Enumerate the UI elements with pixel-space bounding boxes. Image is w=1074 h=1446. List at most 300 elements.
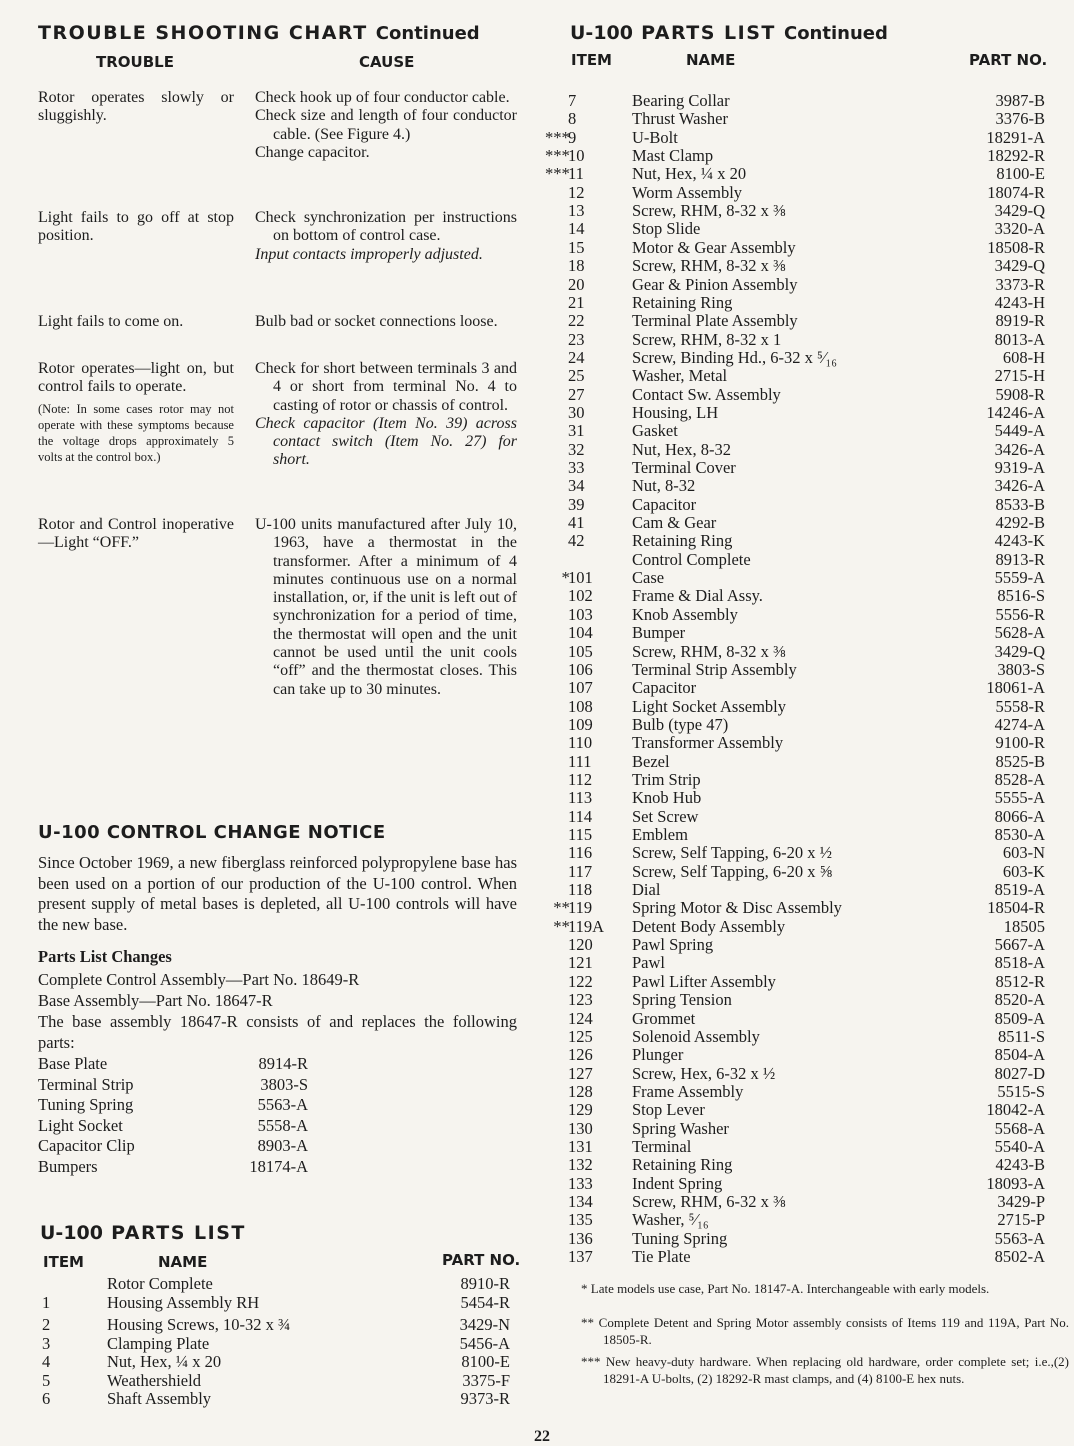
part-item-number: 125 <box>568 1026 593 1046</box>
part-name: Knob Assembly <box>632 604 738 624</box>
part-item-number: 108 <box>568 696 593 716</box>
cause-text: Bulb bad or socket connections loose. <box>255 313 498 330</box>
part-item-number: 103 <box>568 604 593 624</box>
parts-row <box>537 1065 1045 1083</box>
part-item-number: 5 <box>42 1371 51 1390</box>
part-name: Dial <box>632 880 661 900</box>
parts-row <box>537 1193 1045 1211</box>
parts-row <box>537 954 1045 972</box>
part-name: Nut, Hex, ¼ x 20 <box>632 164 747 184</box>
parts-row <box>537 643 1045 661</box>
part-item-number: 9 <box>568 127 577 147</box>
part-number: 5515-S <box>997 1081 1045 1101</box>
parts-row <box>537 1230 1045 1248</box>
replaces-line: The base assembly 18647-R consists of and replaces the following parts: <box>38 1012 517 1052</box>
footnote-mark: *** <box>581 1354 601 1369</box>
parts-row <box>537 1028 1045 1046</box>
part-number: 8910-R <box>460 1274 510 1293</box>
part-name: Screw, Self Tapping, 6-20 x ½ <box>632 843 833 863</box>
replaced-part-row <box>38 1116 308 1137</box>
part-name: Spring Tension <box>632 990 732 1010</box>
part-name: Solenoid Assembly <box>632 1026 760 1046</box>
replaced-part-number: 18174-A <box>249 1156 308 1176</box>
part-name: Rotor Complete <box>107 1274 213 1293</box>
part-number: 8519-A <box>994 880 1045 900</box>
part-item-number: 134 <box>568 1192 593 1211</box>
part-item-number: 136 <box>568 1228 593 1248</box>
parts-row <box>537 312 1045 330</box>
col-header-name: NAME <box>158 1253 208 1271</box>
parts-row <box>537 606 1045 624</box>
parts-row <box>537 514 1045 532</box>
part-name: Contact Sw. Assembly <box>632 384 781 404</box>
part-number: 3987-B <box>995 91 1045 110</box>
part-name: Capacitor <box>632 494 697 514</box>
part-number: 2715-H <box>994 366 1045 386</box>
parts-row <box>537 716 1045 734</box>
part-number: 3429-N <box>459 1315 510 1334</box>
part-item-number: 13 <box>568 201 585 221</box>
parts-row <box>537 257 1045 275</box>
part-number: 5449-A <box>994 421 1045 441</box>
trouble-text <box>38 360 234 465</box>
page-number: 22 <box>534 1428 550 1445</box>
parts-row <box>537 569 1045 587</box>
cause-text: Check synchronization per instructions on bottom of control case. <box>255 209 517 245</box>
part-item-number: 109 <box>568 714 593 734</box>
cause-list <box>255 313 517 331</box>
parts-row <box>537 698 1045 716</box>
part-name: Washer, Metal <box>632 366 728 386</box>
continued-label: Continued <box>375 23 480 44</box>
trouble-label: Light fails to come on. <box>38 313 184 330</box>
notice-paragraph: Since October 1969, a new fiberglass reinforced polypropylene base has been used on a portion of our production of the U-100 control. When present supply of metal bases is depleted, all U-100 controls will have the new base. <box>38 853 517 934</box>
part-name: Trim Strip <box>632 769 701 789</box>
parts-row <box>537 165 1045 183</box>
replaced-part-number: 5558-A <box>257 1115 308 1135</box>
parts-row <box>537 587 1045 605</box>
part-number: 8530-A <box>994 825 1045 844</box>
replaced-part-name: Base Plate <box>38 1054 108 1073</box>
cause-list <box>255 89 517 162</box>
part-number: 8066-A <box>994 806 1045 826</box>
cause-text: Change capacitor. <box>255 143 370 161</box>
part-name: Bulb (type 47) <box>632 714 729 734</box>
part-item-number: 20 <box>568 274 585 294</box>
parts-row <box>537 1010 1045 1028</box>
part-name: U-Bolt <box>632 127 678 147</box>
part-item-number: 8 <box>568 109 577 129</box>
part-item-number: 4 <box>42 1352 51 1371</box>
part-name: Gear & Pinion Assembly <box>632 274 798 294</box>
part-name: Housing, LH <box>632 402 719 422</box>
replaced-part-name: Terminal Strip <box>38 1074 134 1094</box>
part-item-number: 30 <box>568 402 585 422</box>
part-number: 8100-E <box>996 164 1045 184</box>
part-name: Bearing Collar <box>632 91 730 110</box>
part-number: 608-H <box>1002 347 1045 367</box>
parts-row <box>537 1046 1045 1064</box>
part-number: 8509-A <box>994 1008 1045 1028</box>
part-number: 5555-A <box>994 788 1045 808</box>
part-number: 5667-A <box>994 935 1045 955</box>
parts-row <box>537 826 1045 844</box>
part-item-number: 131 <box>568 1136 593 1156</box>
part-item-number: 132 <box>568 1155 593 1175</box>
parts-row <box>38 1390 510 1408</box>
col-header-item: ITEM <box>43 1253 84 1271</box>
cause-list <box>255 360 517 470</box>
part-name: Terminal <box>632 1136 692 1156</box>
part-item-number: 115 <box>568 825 593 844</box>
part-name: Clamping Plate <box>107 1334 210 1353</box>
part-name: Housing Screws, 10-32 x ¾ <box>107 1315 291 1334</box>
part-item-number: 15 <box>568 237 585 257</box>
part-number: 5556-R <box>995 604 1045 624</box>
parts-row <box>537 386 1045 404</box>
replaced-part-row <box>38 1136 308 1157</box>
part-name: Pawl Lifter Assembly <box>632 971 776 991</box>
part-name: Screw, Binding Hd., 6-32 x ⁵⁄₁₆ <box>632 347 838 367</box>
trouble-label: Light fails to go off at stop position. <box>38 209 234 245</box>
replaced-part-name: Tuning Spring <box>38 1095 134 1114</box>
part-name: Pawl Spring <box>632 935 714 955</box>
part-name: Emblem <box>632 825 688 844</box>
part-number: 5558-R <box>995 696 1045 716</box>
part-number: 5908-R <box>995 384 1045 404</box>
part-number: 18292-R <box>987 146 1045 166</box>
part-item-number: 117 <box>568 861 593 881</box>
part-number: 8512-R <box>995 971 1045 991</box>
col-header-cause: CAUSE <box>359 53 415 71</box>
footnote-mark: * <box>581 1281 588 1296</box>
part-name: Screw, RHM, 8-32 x ⅜ <box>632 201 786 221</box>
part-name: Frame Assembly <box>632 1081 744 1101</box>
parts-row <box>38 1316 510 1334</box>
part-marker: *** <box>544 146 569 166</box>
part-name: Motor & Gear Assembly <box>632 237 796 257</box>
part-item-number: 128 <box>568 1081 593 1101</box>
part-name: Tuning Spring <box>632 1228 728 1248</box>
part-name: Retaining Ring <box>632 1155 733 1175</box>
part-name: Washer, ⁵⁄₁₆ <box>632 1210 709 1230</box>
part-number: 5540-A <box>994 1136 1045 1156</box>
part-item-number: 101 <box>568 568 593 588</box>
part-name: Worm Assembly <box>632 182 743 202</box>
part-item-number: 104 <box>568 623 593 643</box>
parts-row <box>537 789 1045 807</box>
part-number: 8100-E <box>461 1352 510 1371</box>
part-item-number: 31 <box>568 421 585 441</box>
part-number: 8502-A <box>994 1247 1045 1267</box>
parts-row <box>537 1120 1045 1138</box>
trouble-label: Rotor and Control inoperative—Light “OFF.” <box>38 516 234 552</box>
part-number: 14246-A <box>986 402 1045 422</box>
parts-row <box>537 844 1045 862</box>
part-number: 8516-S <box>997 586 1045 606</box>
part-name: Spring Motor & Disc Assembly <box>632 898 842 918</box>
part-name: Screw, RHM, 6-32 x ⅜ <box>632 1192 786 1211</box>
trouble-text <box>38 89 234 126</box>
replaced-part-name: Light Socket <box>38 1115 123 1135</box>
parts-list-prefix: U-100 <box>40 1222 103 1244</box>
part-item-number: 126 <box>568 1045 593 1065</box>
part-number: 18074-R <box>987 182 1045 202</box>
footnote <box>581 1281 1069 1298</box>
part-item-number: 102 <box>568 586 593 606</box>
part-item-number: 24 <box>568 347 585 367</box>
parts-row <box>537 734 1045 752</box>
notice-title: U-100 CONTROL CHANGE NOTICE <box>38 822 386 843</box>
cause-text: Check for short between terminals 3 and 4 or short from terminal No. 4 to casting of rotor or chassis of control. <box>255 360 517 414</box>
parts-row <box>537 881 1045 899</box>
parts-row <box>537 624 1045 642</box>
parts-row <box>537 918 1045 936</box>
parts-row <box>537 1156 1045 1174</box>
footnote-text: Complete Detent and Spring Motor assembly consists of Items 119 and 119A, Part No. 18505-R. <box>598 1315 1069 1347</box>
part-number: 8919-R <box>995 311 1045 331</box>
trouble-label: Rotor operates slowly or sluggishly. <box>38 89 234 125</box>
part-number: 18093-A <box>986 1173 1045 1193</box>
footnote-text: Late models use case, Part No. 18147-A. Interchangeable with early models. <box>590 1281 990 1296</box>
parts-row <box>537 349 1045 367</box>
replaced-part-number: 8914-R <box>258 1054 308 1073</box>
part-name: Retaining Ring <box>632 292 733 312</box>
part-number: 3426-A <box>994 439 1045 459</box>
parts-row <box>537 551 1045 569</box>
parts-row <box>537 404 1045 422</box>
part-number: 9100-R <box>995 733 1045 753</box>
part-number: 8528-A <box>994 769 1045 789</box>
part-name: Screw, RHM, 8-32 x ⅜ <box>632 641 786 661</box>
part-name: Mast Clamp <box>632 146 714 166</box>
part-item-number: 110 <box>568 733 593 753</box>
part-number: 5559-A <box>994 568 1045 588</box>
part-name: Frame & Dial Assy. <box>632 586 763 606</box>
part-name: Knob Hub <box>632 788 702 808</box>
cause-text: Check capacitor (Item No. 39) across contact switch (Item No. 27) for short. <box>255 414 517 469</box>
part-item-number: 119A <box>568 916 605 936</box>
parts-row <box>537 331 1045 349</box>
part-name: Set Screw <box>632 806 699 826</box>
replaced-part-row <box>38 1095 308 1116</box>
part-item-number: 118 <box>568 880 593 900</box>
parts-row <box>537 147 1045 165</box>
cause-list <box>255 209 517 264</box>
parts-row <box>537 532 1045 550</box>
part-item-number: 12 <box>568 182 585 202</box>
parts-row <box>537 220 1045 238</box>
parts-row <box>537 936 1045 954</box>
footnote <box>581 1315 1069 1348</box>
part-name: Cam & Gear <box>632 513 717 533</box>
part-name: Nut, Hex, ¼ x 20 <box>107 1352 222 1371</box>
part-item-number: 25 <box>568 366 585 386</box>
parts-list-title-text: PARTS LIST <box>111 1222 246 1244</box>
part-item-number: 10 <box>568 146 585 166</box>
part-number: 18291-A <box>986 127 1045 147</box>
part-name: Pawl <box>632 953 665 973</box>
replaced-part-number: 3803-S <box>260 1074 308 1094</box>
parts-list-continued-prefix: U-100 <box>570 22 633 44</box>
part-name: Screw, RHM, 8-32 x 1 <box>632 329 782 349</box>
part-item-number: 124 <box>568 1008 593 1028</box>
part-item-number: 112 <box>568 769 593 789</box>
part-number: 9319-A <box>994 458 1045 477</box>
part-item-number: 41 <box>568 513 585 533</box>
part-number: 4243-K <box>994 531 1045 551</box>
part-name: Capacitor <box>632 678 697 698</box>
parts-row <box>537 679 1045 697</box>
part-number: 8013-A <box>994 329 1045 349</box>
footnote <box>581 1354 1069 1387</box>
parts-row <box>537 753 1045 771</box>
part-number: 3375-F <box>462 1371 510 1390</box>
part-name: Bumper <box>632 623 686 643</box>
part-number: 3429-Q <box>994 201 1045 221</box>
part-item-number: 119 <box>568 898 593 918</box>
col-header-name: NAME <box>686 51 736 69</box>
part-item-number: 129 <box>568 1100 593 1120</box>
part-item-number: 39 <box>568 494 585 514</box>
parts-row <box>537 239 1045 257</box>
part-number: 4243-H <box>994 292 1045 312</box>
part-item-number: 137 <box>568 1247 593 1267</box>
part-name: Spring Washer <box>632 1118 729 1138</box>
part-name: Nut, 8-32 <box>632 476 696 496</box>
part-item-number: 123 <box>568 990 593 1010</box>
part-item-number: 111 <box>568 751 592 771</box>
part-number: 8533-B <box>995 494 1045 514</box>
cause-text: Check hook up of four conductor cable. <box>255 89 510 106</box>
part-name: Stop Slide <box>632 219 701 239</box>
part-number: 4292-B <box>995 513 1045 533</box>
part-name: Grommet <box>632 1008 696 1028</box>
part-number: 18061-A <box>986 678 1045 698</box>
base-assembly-line: Base Assembly—Part No. 18647-R <box>38 991 273 1010</box>
trouble-chart-title-text: TROUBLE SHOOTING CHART <box>38 22 368 44</box>
continued-label: Continued <box>783 23 888 44</box>
parts-row <box>537 1175 1045 1193</box>
part-number: 2715-P <box>997 1210 1045 1230</box>
part-item-number: 114 <box>568 806 593 826</box>
parts-row <box>537 92 1045 110</box>
part-number: 4274-A <box>994 714 1045 734</box>
part-number: 8504-A <box>994 1045 1045 1065</box>
parts-row <box>537 422 1045 440</box>
parts-row <box>537 110 1045 128</box>
part-name: Terminal Cover <box>632 458 736 477</box>
part-number: 3803-S <box>997 659 1045 679</box>
parts-row <box>537 808 1045 826</box>
part-number: 3426-A <box>994 476 1045 496</box>
trouble-chart-title <box>38 22 480 44</box>
part-number: 8511-S <box>997 1026 1045 1046</box>
part-number: 5568-A <box>994 1118 1045 1138</box>
parts-row <box>537 1138 1045 1156</box>
trouble-text <box>38 209 234 246</box>
part-item-number: 107 <box>568 678 593 698</box>
part-name: Weathershield <box>107 1371 201 1390</box>
part-number: 3376-B <box>995 109 1045 129</box>
part-name: Light Socket Assembly <box>632 696 786 716</box>
part-number: 8520-A <box>994 990 1045 1010</box>
complete-control-line: Complete Control Assembly—Part No. 18649-R <box>38 970 360 989</box>
part-item-number: 127 <box>568 1063 593 1083</box>
part-name: Transformer Assembly <box>632 733 784 753</box>
col-header-part-no: PART NO. <box>442 1251 521 1269</box>
part-name: Tie Plate <box>632 1247 691 1267</box>
part-item-number: 130 <box>568 1118 593 1138</box>
part-item-number: 133 <box>568 1173 593 1193</box>
cause-text: Input contacts improperly adjusted. <box>255 245 483 263</box>
parts-list-title <box>40 1222 246 1244</box>
parts-row <box>537 276 1045 294</box>
parts-row <box>537 367 1045 385</box>
part-number: 5456-A <box>459 1334 510 1353</box>
parts-row <box>38 1294 510 1312</box>
parts-list-continued-title-text: PARTS LIST <box>641 22 776 44</box>
part-number: 8027-D <box>994 1063 1045 1083</box>
replaced-part-number: 5563-A <box>257 1095 308 1114</box>
part-number: 9373-R <box>460 1389 510 1408</box>
parts-row <box>537 1083 1045 1101</box>
part-name: Thrust Washer <box>632 109 728 129</box>
part-item-number: 1 <box>42 1293 51 1312</box>
part-number: 18508-R <box>987 237 1045 257</box>
part-item-number: 18 <box>568 256 585 276</box>
part-number: 3429-Q <box>994 641 1045 661</box>
part-item-number: 6 <box>42 1389 51 1408</box>
part-marker: ** <box>552 898 569 918</box>
replaced-part-number: 8903-A <box>257 1136 308 1155</box>
part-item-number: 105 <box>568 641 593 661</box>
part-name: Shaft Assembly <box>107 1389 212 1408</box>
part-name: Screw, RHM, 8-32 x ⅜ <box>632 256 786 276</box>
part-item-number: 27 <box>568 384 585 404</box>
part-item-number: 42 <box>568 531 585 551</box>
cause-list <box>255 516 517 699</box>
part-name: Bezel <box>632 751 670 771</box>
part-number: 8913-R <box>995 549 1045 569</box>
parts-row <box>38 1335 510 1353</box>
col-header-trouble: TROUBLE <box>96 53 174 71</box>
replaced-part-name: Bumpers <box>38 1156 98 1176</box>
part-item-number: 22 <box>568 311 585 331</box>
part-name: Terminal Strip Assembly <box>632 659 797 679</box>
part-number: 603-N <box>1002 843 1045 863</box>
part-number: 3429-P <box>997 1192 1045 1211</box>
cause-text: Check size and length of four conductor cable. (See Figure 4.) <box>255 107 517 143</box>
part-name: Detent Body Assembly <box>632 916 786 936</box>
part-item-number: 113 <box>568 788 593 808</box>
part-number: 4243-B <box>995 1155 1045 1175</box>
part-number: 3373-R <box>995 274 1045 294</box>
part-number: 3320-A <box>994 219 1045 239</box>
parts-row <box>537 991 1045 1009</box>
part-number: 18504-R <box>987 898 1045 918</box>
parts-row <box>38 1372 510 1390</box>
col-header-part-no: PART NO. <box>969 51 1048 69</box>
parts-row <box>537 477 1045 495</box>
parts-row <box>537 184 1045 202</box>
parts-row <box>38 1353 510 1371</box>
trouble-text <box>38 516 234 553</box>
parts-row <box>537 459 1045 477</box>
replaced-part-row <box>38 1075 308 1096</box>
part-item-number: 121 <box>568 953 593 973</box>
parts-row <box>537 202 1045 220</box>
